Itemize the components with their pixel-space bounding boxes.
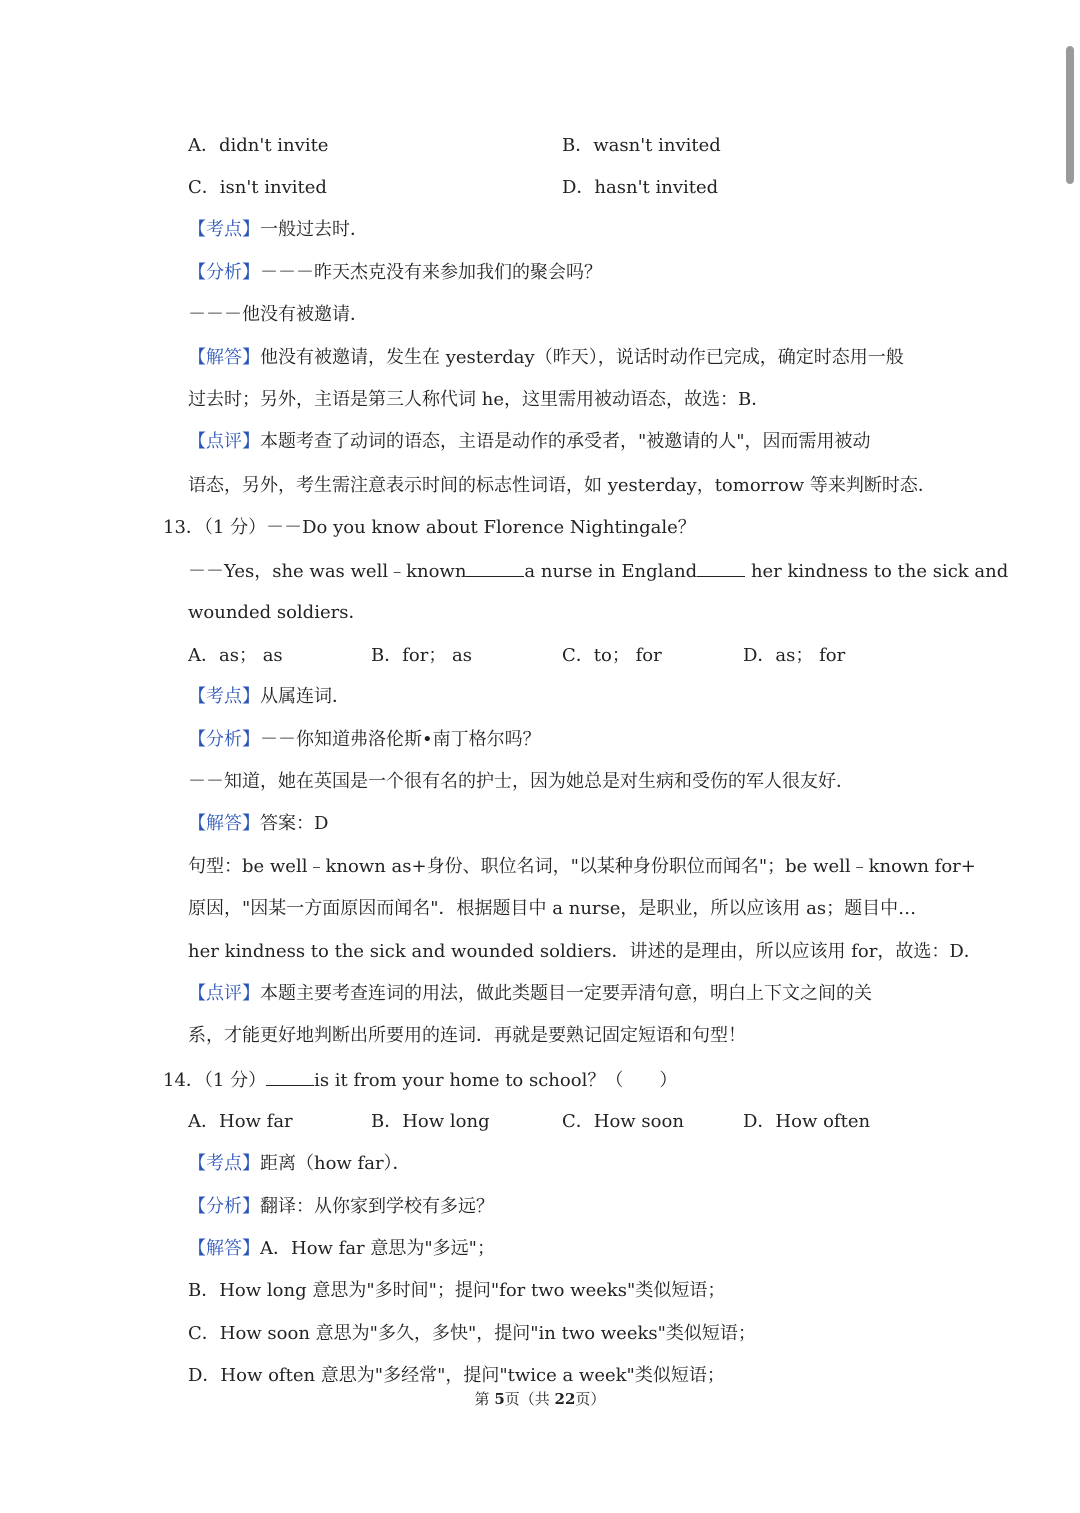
answer-blank bbox=[266, 1067, 314, 1086]
q12-option-a: A．didn't invite bbox=[188, 135, 329, 156]
fenxi-tag: 【分析】 bbox=[188, 729, 260, 750]
q13-explanation-line1: 句型：be well﹣known as+身份、职位名词，"以某种身份职位而闻名"；be well﹣known for+ bbox=[188, 856, 976, 877]
footer-prefix: 第 bbox=[474, 1390, 495, 1408]
q13-fenxi bbox=[188, 728, 541, 752]
dianping-tag: 【点评】 bbox=[188, 983, 260, 1004]
footer-total-pages: 22 bbox=[554, 1390, 576, 1408]
q12-dianping-line2: 语态，另外，考生需注意表示时间的标志性词语，如 yesterday，tomorrow 等来判断时态． bbox=[188, 475, 936, 496]
q14-stem bbox=[163, 1067, 677, 1091]
jieda-text: 答案：D bbox=[260, 813, 329, 834]
fenxi-text: －－－昨天杰克没有来参加我们的聚会吗？ bbox=[260, 262, 602, 283]
q14-option-b-explanation: B．How long 意思为"多时间"；提问"for two weeks"类似短语； bbox=[188, 1280, 726, 1301]
jieda-tag: 【解答】 bbox=[188, 1238, 260, 1259]
q13-stem-part3: her kindness to the sick and bbox=[745, 561, 1009, 582]
jieda-text: A．How far 意思为"多远"； bbox=[260, 1238, 495, 1259]
dianping-text: 本题主要考查连词的用法，做此类题目一定要弄清句意，明白上下文之间的关 bbox=[260, 983, 872, 1004]
q14-option-d: D．How often bbox=[743, 1111, 871, 1132]
q13-option-c: C．to； for bbox=[562, 645, 662, 666]
q13-explanation-line3: her kindness to the sick and wounded soldiers．讲述的是理由，所以应该用 for，故选：D． bbox=[188, 941, 982, 962]
q13-jieda bbox=[188, 812, 328, 836]
dianping-text: 本题考查了动词的语态，主语是动作的承受者，"被邀请的人"，因而需用被动 bbox=[260, 431, 871, 452]
jieda-tag: 【解答】 bbox=[188, 347, 260, 368]
footer-middle: 页（共 bbox=[504, 1390, 555, 1408]
q12-option-c: C．isn't invited bbox=[188, 177, 327, 198]
fenxi-text: 翻译：从你家到学校有多远？ bbox=[260, 1196, 494, 1217]
kaodian-text: 从属连词． bbox=[260, 686, 350, 707]
q14-stem-text: is it from your home to school？（ ） bbox=[314, 1070, 678, 1091]
footer-page-number: 5 bbox=[494, 1390, 505, 1408]
q12-kaodian bbox=[188, 218, 368, 242]
q12-fenxi-line2: －－－他没有被邀请． bbox=[188, 304, 368, 325]
kaodian-tag: 【考点】 bbox=[188, 219, 260, 240]
q12-option-b: B．wasn't invited bbox=[562, 135, 721, 156]
answer-blank bbox=[466, 558, 524, 577]
q13-kaodian bbox=[188, 685, 350, 709]
fenxi-text: －－你知道弗洛伦斯•南丁格尔吗？ bbox=[260, 729, 541, 750]
q13-dianping-line2: 系，才能更好地判断出所要用的连词．再就是要熟记固定短语和句型！ bbox=[188, 1025, 746, 1046]
answer-blank bbox=[697, 558, 745, 577]
q14-option-c-explanation: C．How soon 意思为"多久，多快"，提问"in two weeks"类似短语； bbox=[188, 1323, 756, 1344]
q14-jieda bbox=[188, 1237, 495, 1261]
q13-explanation-line2: 原因，"因某一方面原因而闻名"．根据题目中 a nurse，是职业，所以应该用 as；题目中… bbox=[188, 898, 917, 919]
dianping-tag: 【点评】 bbox=[188, 431, 260, 452]
page-footer bbox=[0, 1388, 1080, 1410]
kaodian-text: 一般过去时． bbox=[260, 219, 368, 240]
fenxi-tag: 【分析】 bbox=[188, 262, 260, 283]
q13-fenxi-line2: －－知道，她在英国是一个很有名的护士，因为她总是对生病和受伤的军人很友好． bbox=[188, 771, 854, 792]
q13-stem-line3: wounded soldiers． bbox=[188, 602, 367, 623]
q14-option-c: C．How soon bbox=[562, 1111, 684, 1132]
q12-option-d: D．hasn't invited bbox=[562, 177, 719, 198]
q12-fenxi bbox=[188, 261, 602, 285]
q14-option-a: A．How far bbox=[188, 1111, 293, 1132]
kaodian-tag: 【考点】 bbox=[188, 686, 260, 707]
footer-suffix: 页） bbox=[575, 1390, 606, 1408]
q13-stem-part1: －－Yes，she was well﹣known bbox=[188, 561, 467, 582]
jieda-tag: 【解答】 bbox=[188, 813, 260, 834]
q13-option-a: A．as； as bbox=[188, 645, 283, 666]
q12-jieda-line2: 过去时；另外，主语是第三人称代词 he，这里需用被动语态，故选：B． bbox=[188, 389, 770, 410]
q14-stem-number: 14．（1 分） bbox=[163, 1070, 267, 1091]
q14-option-d-explanation: D．How often 意思为"多经常"，提问"twice a week"类似短语； bbox=[188, 1365, 725, 1386]
kaodian-tag: 【考点】 bbox=[188, 1153, 260, 1174]
q13-stem: 13．（1 分）－－Do you know about Florence Nightingale？ bbox=[163, 517, 696, 538]
q14-fenxi bbox=[188, 1195, 494, 1219]
q13-stem-part2: a nurse in England bbox=[524, 561, 698, 582]
q13-option-b: B．for； as bbox=[371, 645, 473, 666]
q13-stem-line2 bbox=[188, 558, 1008, 582]
q12-jieda bbox=[188, 346, 904, 370]
kaodian-text: 距离（how far）． bbox=[260, 1153, 411, 1174]
q13-option-d: D．as； for bbox=[743, 645, 846, 666]
q14-kaodian bbox=[188, 1152, 411, 1176]
fenxi-tag: 【分析】 bbox=[188, 1196, 260, 1217]
q13-dianping bbox=[188, 982, 872, 1006]
scrollbar[interactable] bbox=[1066, 46, 1074, 184]
q14-option-b: B．How long bbox=[371, 1111, 490, 1132]
jieda-text: 他没有被邀请，发生在 yesterday（昨天），说话时动作已完成，确定时态用一般 bbox=[260, 347, 904, 368]
q12-dianping bbox=[188, 430, 871, 454]
